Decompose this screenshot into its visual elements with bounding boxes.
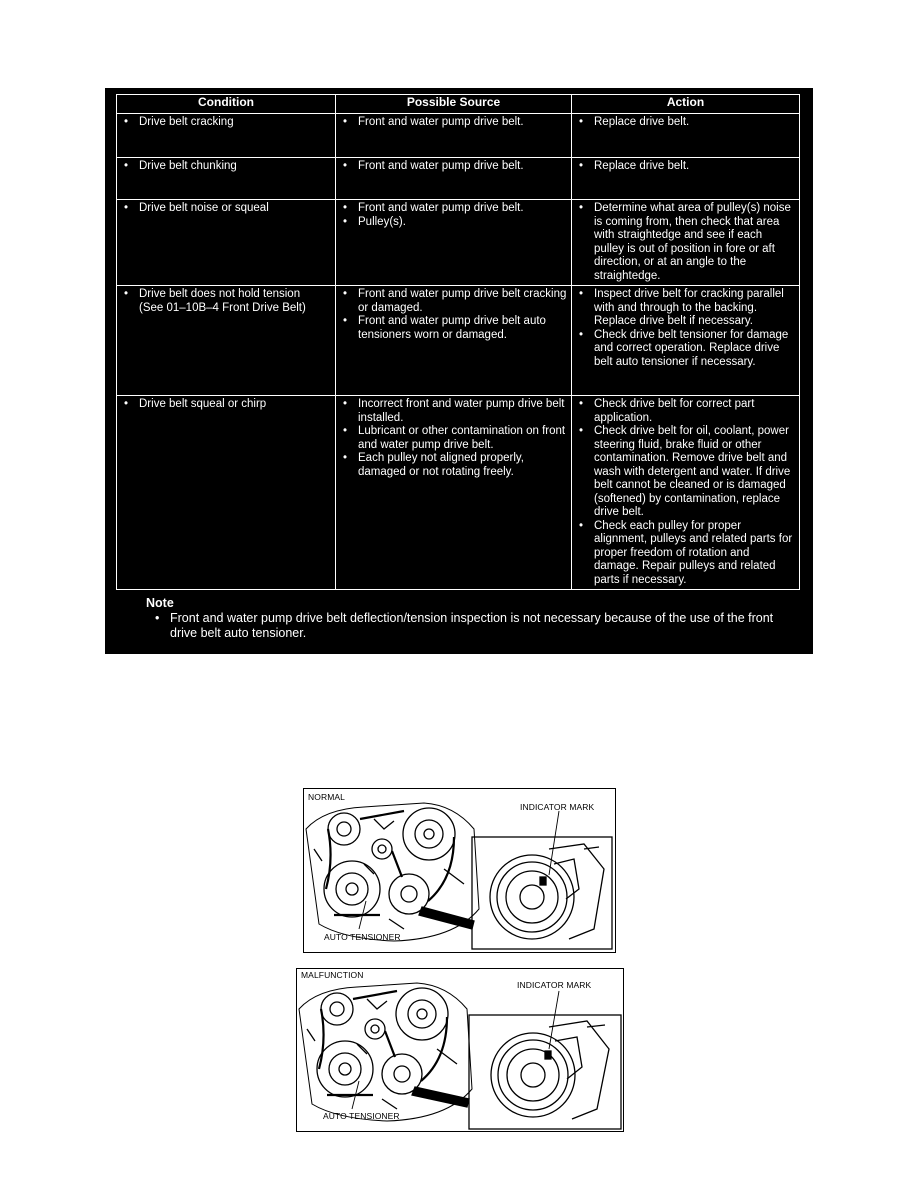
table-row [117,286,800,396]
source-cell-list [340,202,567,229]
figure-normal [303,788,616,953]
note-block [146,596,796,641]
table-row [117,396,800,590]
list-item: • Front and water pump drive belt. [340,202,567,216]
action-cell [572,114,800,158]
list-item: • Inspect drive belt for cracking parallel with and through to the backing. Replace drive belt if necessary. [576,288,795,329]
list-item: • Check drive belt for correct part application. [576,398,795,425]
note-text: • Front and water pump drive belt deflection/tension inspection is not necessary because of the use of the front drive belt auto tensioner. [146,611,796,641]
header-possible-source: Possible Source [336,95,572,114]
list-item: • Replace drive belt. [576,160,795,174]
list-item: • Check drive belt tensioner for damage and correct operation. Replace drive belt auto tensioner if necessary. [576,329,795,370]
list-item: • Drive belt noise or squeal [121,202,331,216]
list-item: • Lubricant or other contamination on front and water pump drive belt. [340,425,567,452]
action-cell-list [576,398,795,587]
condition-reference-note: (See 01–10B–4 Front Drive Belt) [139,301,306,314]
list-item: • Drive belt squeal or chirp [121,398,331,412]
action-cell [572,396,800,590]
condition-cell-list [121,202,331,216]
source-cell-list [340,160,567,174]
table-row [117,114,800,158]
diagnostic-table [116,94,800,590]
action-cell [572,158,800,200]
belt-tensioner-drawing [297,969,623,1131]
header-condition: Condition [117,95,336,114]
list-item: • Drive belt chunking [121,160,331,174]
table-header-row [117,95,800,114]
source-cell [336,286,572,396]
source-cell [336,114,572,158]
condition-cell [117,158,336,200]
list-item: • Front and water pump drive belt cracking or damaged. [340,288,567,315]
auto-tensioner-label: AUTO TENSIONER [323,1111,400,1121]
list-item: • Drive belt cracking [121,116,331,130]
list-item: • Pulley(s). [340,216,567,230]
action-cell [572,200,800,286]
source-cell-list [340,398,567,479]
list-item: • Check drive belt for oil, coolant, power steering fluid, brake fluid or other contamination. Remove drive belt and wash with detergent and water. If drive belt cannot be cleaned or is damaged (softened) by contamination, replace drive belt. [576,425,795,520]
list-item: • Front and water pump drive belt. [340,116,567,130]
action-cell-list [576,202,795,283]
condition-cell-list [121,398,331,412]
action-cell [572,286,800,396]
figure-malfunction [296,968,624,1132]
indicator-mark-label: INDICATOR MARK [517,980,592,990]
action-cell-list [576,160,795,174]
action-cell-list [576,288,795,369]
source-cell [336,200,572,286]
header-action: Action [572,95,800,114]
belt-tensioner-drawing [304,789,615,952]
source-cell-list [340,116,567,130]
condition-cell [117,114,336,158]
table-row [117,158,800,200]
action-cell-list [576,116,795,130]
list-item: • Each pulley not aligned properly, damaged or not rotating freely. [340,452,567,479]
condition-cell [117,286,336,396]
list-item: • Replace drive belt. [576,116,795,130]
diagnostic-panel [105,88,813,654]
list-item: • Determine what area of pulley(s) noise is coming from, then check that area with straightedge and see if each pulley is out of position in fore or aft direction, or at an angle to the straightedge. [576,202,795,283]
list-item: • Front and water pump drive belt. [340,160,567,174]
figure-state-label: NORMAL [308,792,345,802]
figure-state-label: MALFUNCTION [301,970,364,980]
source-cell [336,396,572,590]
list-item: • Front and water pump drive belt auto tensioners worn or damaged. [340,315,567,342]
table-row [117,200,800,286]
source-cell-list [340,288,567,342]
auto-tensioner-label: AUTO TENSIONER [324,932,401,942]
condition-cell [117,396,336,590]
source-cell [336,158,572,200]
condition-cell-list [121,160,331,174]
list-item: • Check each pulley for proper alignment, pulleys and related parts for proper freedom of rotation and damage. Repair pulleys and related parts if necessary. [576,520,795,588]
indicator-mark-label: INDICATOR MARK [520,802,595,812]
condition-cell-list [121,288,331,302]
condition-cell-list [121,116,331,130]
list-item: • Incorrect front and water pump drive belt installed. [340,398,567,425]
list-item: • Drive belt does not hold tension [121,288,331,302]
note-title: Note [146,596,174,610]
condition-cell [117,200,336,286]
